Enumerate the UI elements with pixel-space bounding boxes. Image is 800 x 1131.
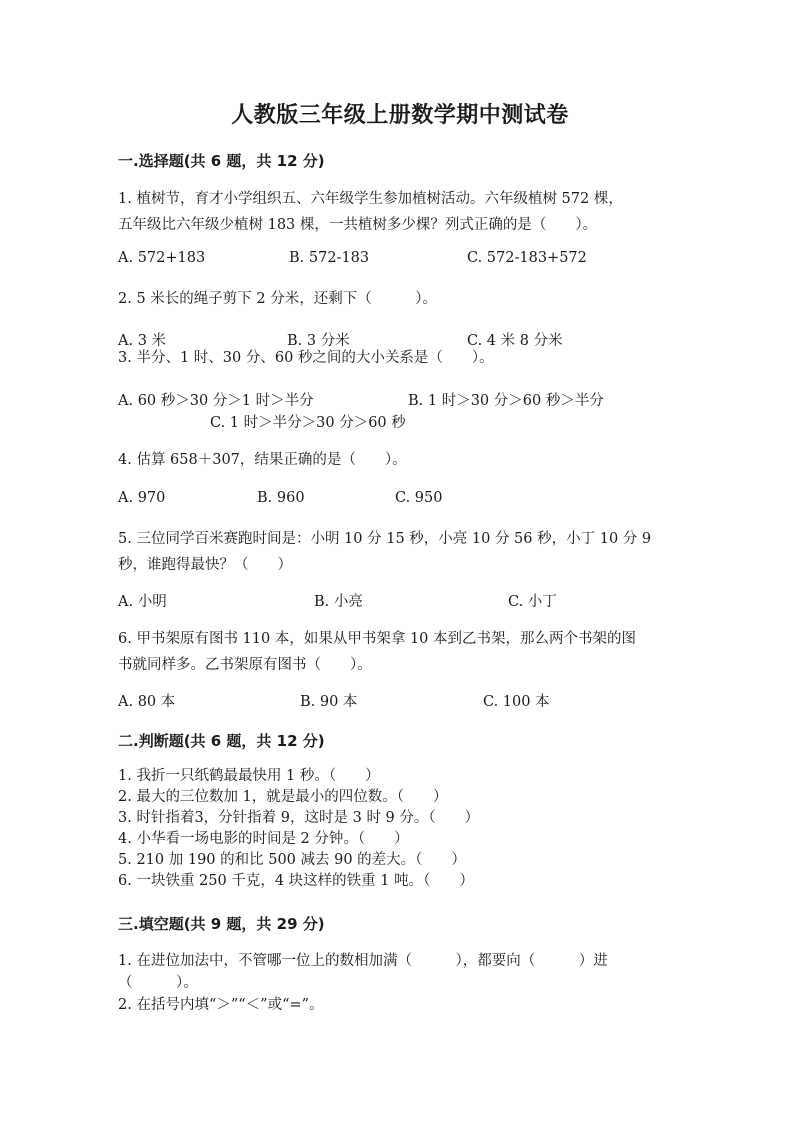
option-a: A. 572+183 [118,250,206,266]
option-c: C. 小丁 [508,594,557,610]
choice-question-6 [118,626,636,678]
option-a: A. 80 本 [118,694,176,710]
option-a: A. 3 米 [118,333,167,349]
option-b: B. 90 本 [300,694,358,710]
question-line: 秒，谁跑得最快？（ ） [118,557,292,573]
option-c: C. 950 [395,490,443,506]
option-c: C. 1 时＞半分＞30 分＞60 秒 [210,415,406,431]
question-line: 书就同样多。乙书架原有图书（ ）。 [118,657,372,673]
fill-question-2: 2. 在括号内填“＞”“＜”或“=”。 [118,997,324,1013]
option-b: B. 960 [257,490,305,506]
option-b: B. 1 时＞30 分＞60 秒＞半分 [408,393,604,409]
option-b: B. 572-183 [289,250,370,266]
judge-item: 6. 一块铁重 250 千克，4 块这样的铁重 1 吨。（ ） [118,873,474,889]
fill-question-1 [118,950,608,994]
page-title: 人教版三年级上册数学期中测试卷 [231,102,569,128]
choice-question-5 [118,526,651,578]
judge-item: 5. 210 加 190 的和比 500 减去 90 的差大。（ ） [118,852,466,868]
option-b: B. 小亮 [314,594,363,610]
question-line: 1. 植树节，育才小学组织五、六年级学生参加植树活动。六年级植树 572 棵， [118,191,623,207]
question-line: （ ）。 [118,975,198,991]
question-line: 1. 在进位加法中，不管哪一位上的数相加满（ ），都要向（ ）进 [118,953,608,969]
question-line: 5. 三位同学百米赛跑时间是：小明 10 分 15 秒，小亮 10 分 56 秒，小丁 10 分 9 [118,531,652,547]
choice-question-3: 3. 半分、1 时、30 分、60 秒之间的大小关系是（ ）。 [118,350,494,366]
option-c: C. 4 米 8 分米 [467,333,563,349]
option-a: A. 970 [118,490,166,506]
section-heading-choice: 一.选择题(共 6 题，共 12 分) [118,152,325,170]
question-line: 6. 甲书架原有图书 110 本，如果从甲书架拿 10 本到乙书架，那么两个书架的图 [118,631,637,647]
judge-item: 2. 最大的三位数加 1，就是最小的四位数。（ ） [118,789,448,805]
option-c: C. 572-183+572 [467,250,587,266]
question-line: 五年级比六年级少植树 183 棵，一共植树多少棵？列式正确的是（ ）。 [118,217,598,233]
choice-question-4: 4. 估算 658＋307，结果正确的是（ ）。 [118,452,407,468]
option-b: B. 3 分米 [287,333,350,349]
choice-question-1 [118,186,623,238]
judge-list [118,766,479,892]
judge-item: 3. 时针指着3，分针指着 9，这时是 3 时 9 分。（ ） [118,810,480,826]
choice-question-2: 2. 5 米长的绳子剪下 2 分米，还剩下（ ）。 [118,291,437,307]
option-a: A. 小明 [118,594,167,610]
section-heading-judge: 二.判断题(共 6 题，共 12 分) [118,732,325,750]
section-heading-fill: 三.填空题(共 9 题，共 29 分) [118,915,325,933]
option-a: A. 60 秒＞30 分＞1 时＞半分 [118,393,314,409]
option-c: C. 100 本 [483,694,550,710]
judge-item: 4. 小华看一场电影的时间是 2 分钟。（ ） [118,831,409,847]
judge-item: 1. 我折一只纸鹤最最快用 1 秒。（ ） [118,768,380,784]
